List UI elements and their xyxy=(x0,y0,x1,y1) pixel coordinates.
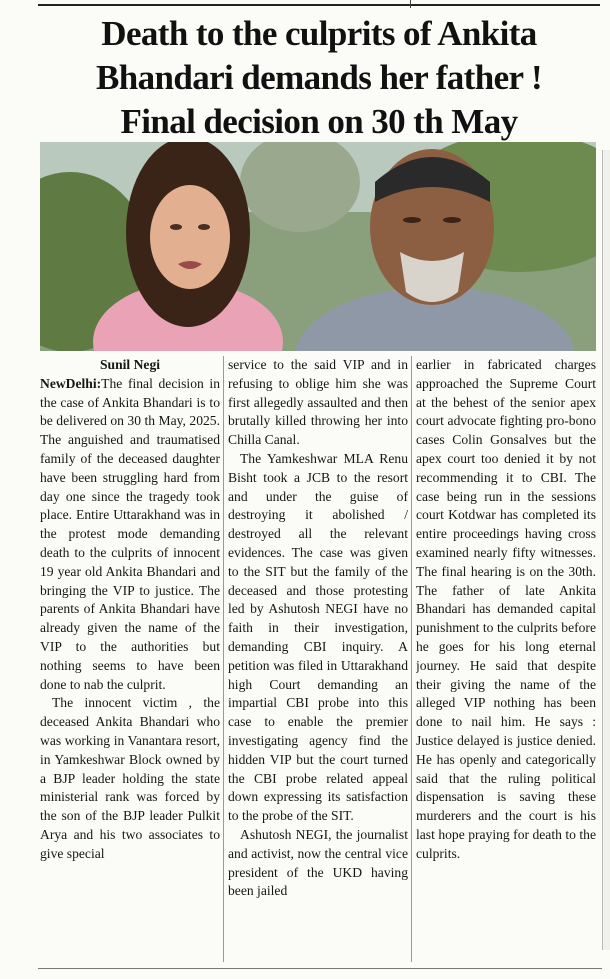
headline-line-2: Bhandari demands her father ! xyxy=(95,58,543,97)
paragraph-text: The final decision in the case of Ankita Bhandari is to be delivered on 30 th May, 2025. The anguished and traumatised family of the deceased daughter have been struggling hard from day one since the tragedy took place. Entire Uttarakhand was in the protest mode demanding death to the culprits of innocent 19 year old Ankita Bhandari and bringing the VIP to justice. The parents of Ankita Bhandari have already given the name of the VIP to the authorities but nothing seems to have been done to nab the culprit. xyxy=(40,375,220,692)
page-edge xyxy=(602,150,610,950)
paragraph: The innocent victim , the deceased Ankita Bhandari who was working in Vanantara resort, in Yamkeshwar Block owned by a BJP leader holding the state ministerial rank was forced by the son of the BJP leader Pulkit Arya and his two associates to give special xyxy=(40,695,220,861)
top-rule-tick xyxy=(410,0,411,8)
headline-line-1: Death to the culprits of Ankita xyxy=(101,14,537,53)
byline: Sunil Negi xyxy=(99,357,161,372)
headline xyxy=(38,12,600,144)
photo-illustration xyxy=(40,142,596,351)
bottom-rule xyxy=(38,968,602,969)
article-column-1 xyxy=(40,356,220,968)
paragraph: earlier in fabricated charges approached the Supreme Court at the behest of the senior apex court advocate fighting pro-bono cases Colin Gonsalves but the apex court too denied it by not recommending it to CBI. The case being run in the sessions court Kotdwar has completed its entire proceedings having cross examined nearly fifty witnesses. The final hearing is on the 30th. The father of late Ankita Bhandari has demanded capital punishment to the culprits before he goes for his long eternal journey. He said that despite their giving the name of the alleged VIP nothing has been done to nail him. He says : Justice delayed is justice denied. He has openly and categorically said that the ruling political dispensation is saving these murderers and the court is his last hope praying for death to the culprits. xyxy=(416,357,596,861)
news-photo xyxy=(40,142,596,351)
paragraph: service to the said VIP and in refusing to oblige him she was first allegedly assaulted and then brutally killed throwing her into Chilla Canal. xyxy=(228,357,408,448)
paragraph: The Yamkeshwar MLA Renu Bisht took a JCB to the resort and under the guise of destroying it abolished / destroyed all the relevant evidences. The case was given to the SIT but the family of the deceased and those protesting led by Ashutosh NEGI have no faith in their investigation, demanding CBI inquiry. A petition was filed in Uttarakhand high Court demanding an impartial CBI probe into this case to enable the premier investigating agency find the hidden VIP but the court turned the CBI probe related appeal down expressing its satisfaction to the probe of the SIT. xyxy=(228,450,408,824)
headline-line-3: Final decision on 30 th May xyxy=(120,102,518,141)
column-divider xyxy=(223,356,224,962)
dateline: NewDelhi: xyxy=(40,375,102,391)
article-column-3 xyxy=(416,356,596,968)
article-column-2 xyxy=(228,356,408,968)
column-divider xyxy=(411,356,412,962)
paragraph: Ashutosh NEGI, the journalist and activist, now the central vice president of the UKD having been jailed xyxy=(228,826,408,899)
top-rule xyxy=(38,4,600,6)
paragraph xyxy=(40,375,220,695)
